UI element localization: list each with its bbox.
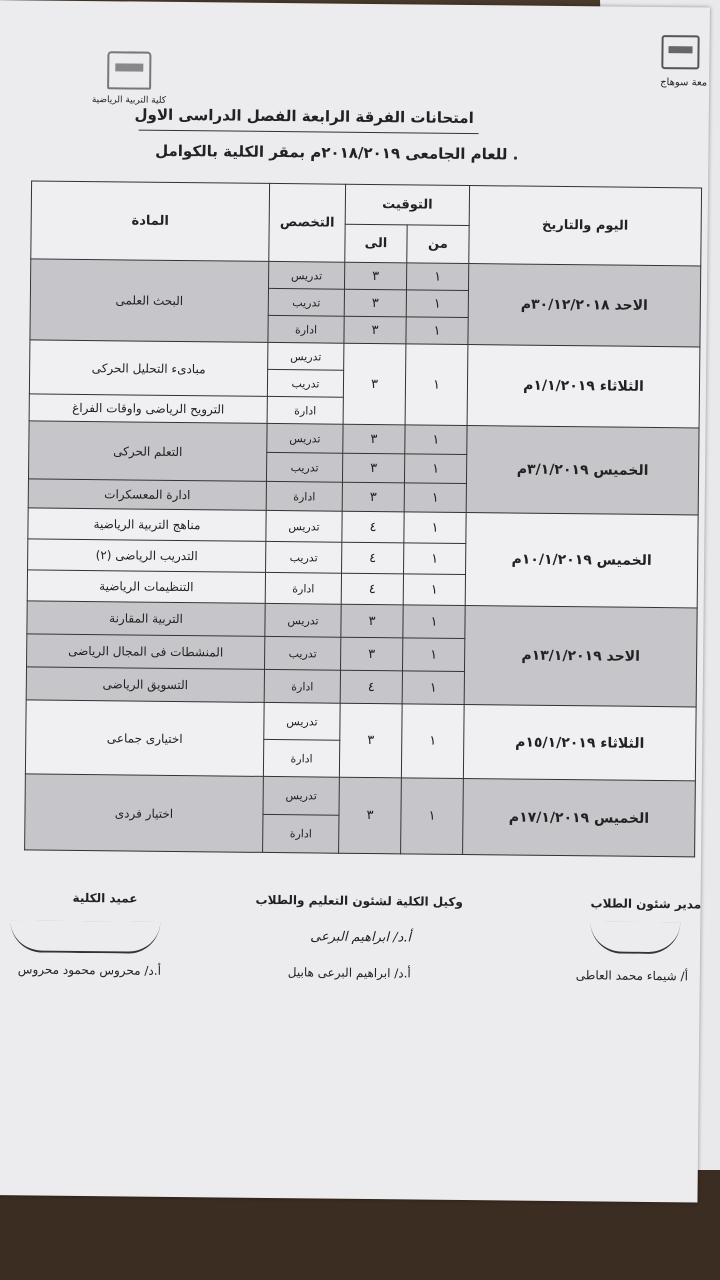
specialization: تدريس: [264, 702, 340, 740]
header-subject: المادة: [31, 181, 270, 261]
college-header: [59, 51, 200, 106]
time-from: ١: [403, 574, 465, 606]
student-affairs-title: مدير شئون الطلاب: [590, 896, 702, 912]
time-from: ١: [404, 543, 466, 575]
subject: التعلم الحركى: [28, 421, 267, 481]
subject: مناهج التربية الرياضية: [28, 508, 266, 541]
header-to: الى: [345, 224, 407, 263]
specialization: ادارة: [263, 814, 339, 853]
vice-dean-signature: أ.د/ ابراهيم البرعى: [310, 929, 412, 946]
time-to: ٣: [339, 703, 402, 778]
time-from: ١: [404, 454, 466, 484]
specialization: تدريس: [263, 776, 339, 815]
time-from: ١: [402, 671, 464, 705]
university-name: معة سوهاج: [660, 77, 708, 89]
time-to: ٤: [342, 542, 404, 574]
time-from: ١: [404, 483, 466, 513]
time-to: ٣: [343, 343, 406, 425]
specialization: تدريس: [268, 342, 344, 370]
time-from: ١: [405, 344, 468, 426]
subject: الترويح الرياضى واوقات الفراغ: [29, 394, 267, 423]
time-to: ٤: [342, 511, 404, 543]
specialization: ادارة: [264, 669, 340, 703]
college-logo-icon: [107, 51, 151, 89]
time-to: ٣: [341, 604, 403, 638]
time-to: ٣: [342, 453, 404, 483]
day-date: الاحد ٣٠/١٢/٢٠١٨م: [468, 264, 701, 347]
vice-dean-title: وكيل الكلية لشئون التعليم والطلاب: [255, 892, 463, 910]
time-to: ٣: [344, 289, 406, 317]
university-logo-icon: [661, 35, 699, 69]
specialization: تدريب: [265, 636, 341, 670]
specialization: تدريس: [266, 510, 342, 542]
time-from: ١: [406, 317, 468, 345]
specialization: تدريس: [265, 603, 341, 637]
subject: البحث العلمى: [30, 259, 269, 342]
time-to: ٣: [344, 316, 406, 344]
time-to: ٣: [344, 262, 406, 290]
dean-name: أ.د/ محروس محمود محروس: [17, 962, 162, 978]
time-from: ١: [406, 263, 468, 291]
subject: التدريب الرياضى (٢): [28, 539, 266, 572]
affairs-signature-icon: [590, 921, 680, 954]
document-subtitle: للعام الجامعى ٢٠١٨/٢٠١٩م بمقر الكلية بالكوامل .: [155, 141, 519, 164]
time-to: ٣: [341, 637, 403, 671]
subject: التنظيمات الرياضية: [27, 570, 265, 603]
subject: التسويق الرياضى: [26, 667, 264, 702]
specialization: تدريب: [267, 369, 343, 397]
time-to: ٣: [339, 777, 402, 854]
university-header: [627, 35, 708, 89]
day-date: الاحد ١٣/١/٢٠١٩م: [464, 606, 697, 707]
time-from: ١: [406, 290, 468, 318]
time-from: ١: [401, 778, 464, 855]
time-to: ٤: [340, 670, 402, 704]
time-from: ١: [405, 425, 467, 455]
document-title: امتحانات الفرقة الرابعة الفصل الدراسى الاول: [134, 105, 474, 128]
subject: المنشطات فى المجال الرياضى: [27, 634, 265, 669]
title-underline: [139, 130, 479, 135]
day-date: الثلاثاء ١/١/٢٠١٩م: [467, 345, 700, 428]
day-date: الخميس ١٧/١/٢٠١٩م: [463, 778, 696, 856]
day-date: الثلاثاء ١٥/١/٢٠١٩م: [463, 705, 696, 781]
specialization: ادارة: [267, 396, 343, 424]
specialization: ادارة: [263, 739, 339, 777]
header-day-date: اليوم والتاريخ: [469, 186, 702, 266]
header-specialization: التخصص: [269, 183, 346, 262]
subject: اختيار فردى: [25, 774, 264, 852]
time-from: ١: [403, 605, 465, 639]
dean-title: عميد الكلية: [72, 890, 138, 906]
time-from: ١: [401, 704, 464, 779]
time-to: ٣: [343, 424, 405, 454]
specialization: تدريس: [268, 261, 344, 289]
specialization: ادارة: [265, 572, 341, 604]
specialization: تدريس: [267, 423, 343, 453]
subject: مبادىء التحليل الحركى: [29, 340, 268, 396]
header-timing: التوقيت: [345, 184, 469, 225]
exam-schedule-table: [24, 180, 702, 857]
header-from: من: [407, 225, 469, 264]
dean-signature-icon: [10, 920, 160, 954]
day-date: الخميس ١٠/١/٢٠١٩م: [465, 513, 698, 608]
day-date: الخميس ٣/١/٢٠١٩م: [466, 426, 699, 515]
time-to: ٣: [342, 482, 404, 512]
subject: التربية المقارنة: [27, 601, 265, 636]
specialization: ادارة: [268, 315, 344, 343]
time-from: ١: [402, 638, 464, 672]
specialization: ادارة: [266, 481, 342, 511]
specialization: تدريب: [268, 288, 344, 316]
time-to: ٤: [341, 573, 403, 605]
vice-dean-name: أ.د/ ابراهيم البرعى هابيل: [287, 965, 411, 981]
subject: ادارة المعسكرات: [28, 479, 266, 510]
college-name: كلية التربية الرياضية: [91, 95, 167, 106]
student-affairs-name: أ/ شيماء محمد العاطى: [575, 968, 689, 984]
time-from: ١: [404, 512, 466, 544]
subject: اختيارى جماعى: [25, 700, 264, 776]
specialization: تدريب: [266, 452, 342, 482]
specialization: تدريب: [266, 541, 342, 573]
